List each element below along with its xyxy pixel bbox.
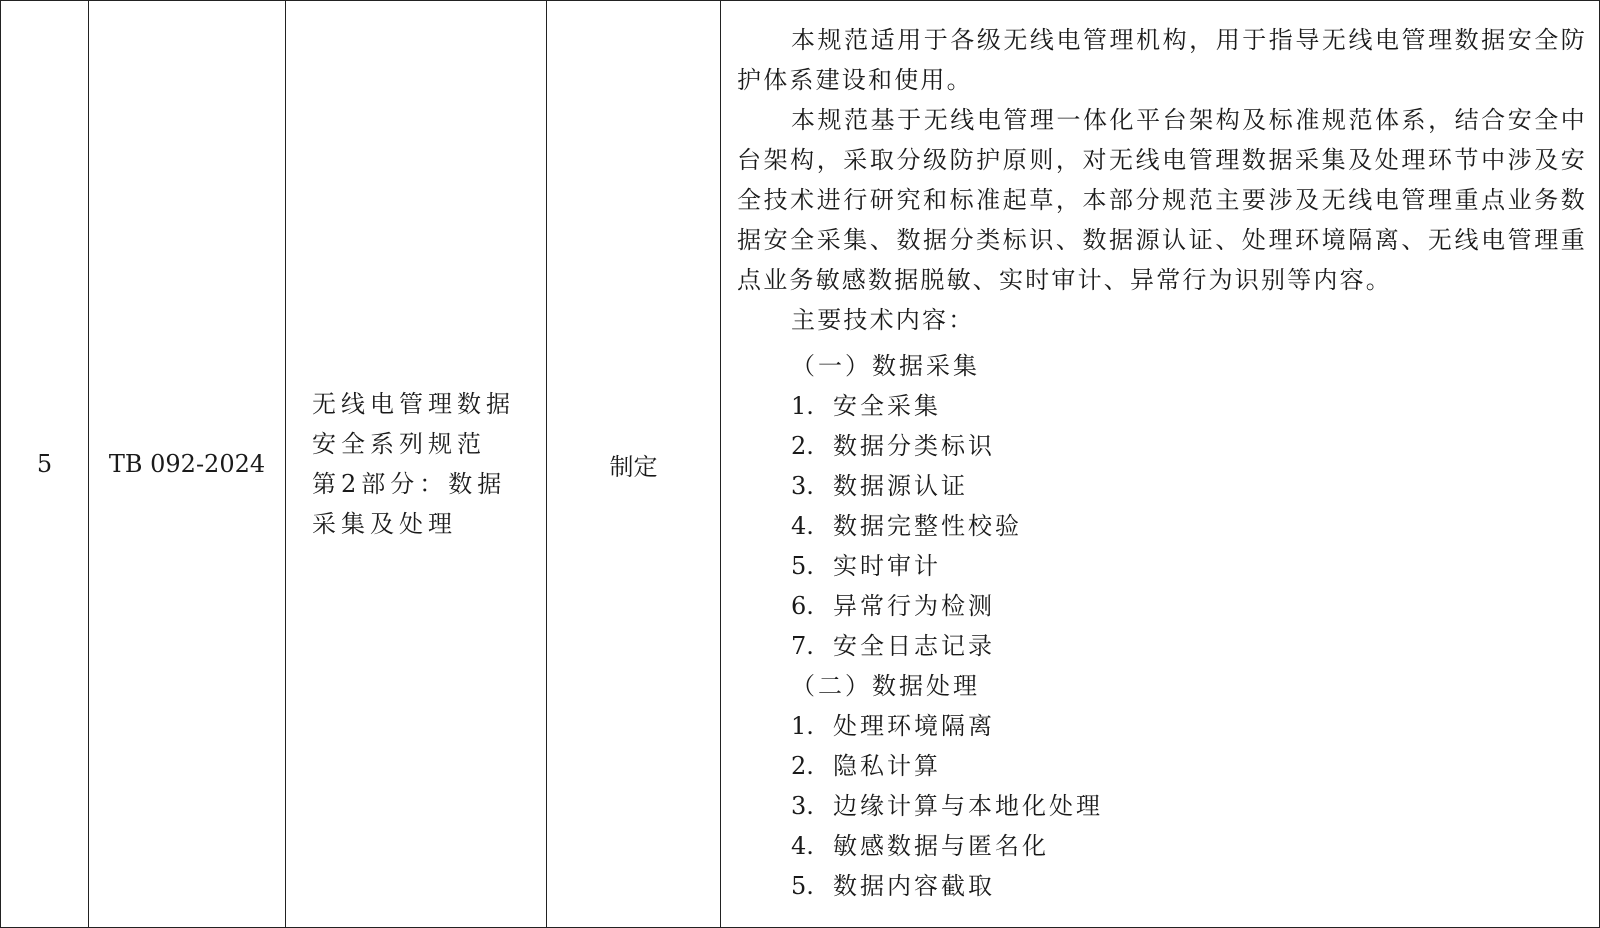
table-row bbox=[1, 1, 1600, 928]
section-title: （一）数据采集 bbox=[791, 352, 980, 380]
list-item: 2. 隐私计算 bbox=[791, 752, 941, 780]
standard-code: TB 092-2024 bbox=[108, 450, 266, 478]
standard-name-cell bbox=[286, 1, 547, 928]
list-item: 4. 数据完整性校验 bbox=[791, 512, 1022, 540]
list-item: 5. 实时审计 bbox=[791, 552, 941, 580]
description-paragraph: 本规范适用于各级无线电管理机构，用于指导无线电管理数据安全防护体系建设和使用。 bbox=[737, 26, 1587, 94]
list-item: 5. 数据内容截取 bbox=[791, 872, 995, 900]
list-item: 2. 数据分类标识 bbox=[791, 432, 995, 460]
list-item: 1. 安全采集 bbox=[791, 392, 941, 420]
standard-code-cell bbox=[89, 1, 286, 928]
standard-name: 无线电管理数据安全系列规范 第2部分：数据采集及处理 bbox=[312, 390, 515, 538]
list-item: 6. 异常行为检测 bbox=[791, 592, 995, 620]
standard-type: 制定 bbox=[547, 1, 721, 928]
list-item: 4. 敏感数据与匿名化 bbox=[791, 832, 1049, 860]
list-item: 3. 边缘计算与本地化处理 bbox=[791, 792, 1103, 820]
list-item: 7. 安全日志记录 bbox=[791, 632, 995, 660]
description-cell bbox=[721, 1, 1600, 928]
description-paragraph: 本规范基于无线电管理一体化平台架构及标准规范体系，结合安全中台架构，采取分级防护原则，对无线电管理数据采集及处理环节中涉及安全技术进行研究和标准起草，本部分规范主要涉及无线电管理重点业务数据安全采集、数据分类标识、数据源认证、处理环境隔离、无线电管理重点业务敏感数据脱敏、实时审计、异常行为识别等内容。 bbox=[737, 106, 1587, 294]
list-item: 1. 处理环境隔离 bbox=[791, 712, 995, 740]
section-title: （二）数据处理 bbox=[791, 672, 980, 700]
technical-content-intro: 主要技术内容： bbox=[791, 306, 975, 334]
row-number: 5 bbox=[1, 1, 89, 928]
list-item: 3. 数据源认证 bbox=[791, 472, 968, 500]
